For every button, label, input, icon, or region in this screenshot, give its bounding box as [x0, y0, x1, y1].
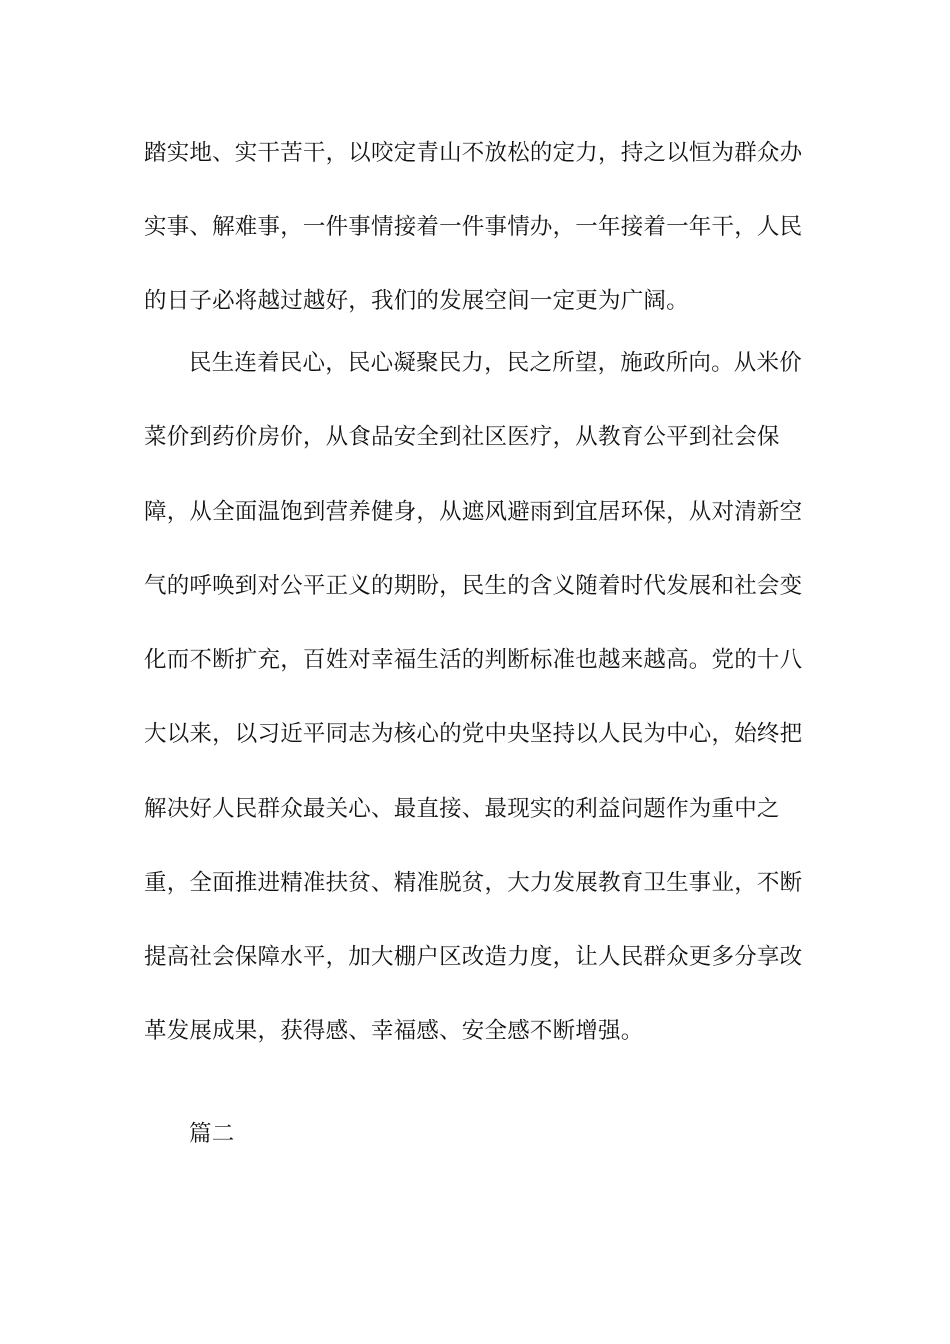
paragraph-line: 障，从全面温饱到营养健身，从遮风避雨到宜居环保，从对清新空: [144, 499, 803, 525]
paragraph-line: 的日子必将越过越好，我们的发展空间一定更为广阔。: [144, 288, 689, 314]
paragraph-line: 化而不断扩充，百姓对幸福生活的判断标准也越来越高。党的十八: [144, 647, 803, 673]
section-heading: 篇二: [189, 1121, 235, 1147]
paragraph-line: 实事、解难事，一件事情接着一件事情办，一年接着一年干，人民: [144, 214, 803, 240]
paragraph-line: 大以来，以习近平同志为核心的党中央坚持以人民为中心，始终把: [144, 721, 803, 747]
paragraph-line: 踏实地、实干苦干，以咬定青山不放松的定力，持之以恒为群众办: [144, 140, 803, 166]
paragraph-first-line: 民生连着民心，民心凝聚民力，民之所望，施政所向。从米价: [189, 350, 802, 376]
paragraph-line: 重，全面推进精准扶贫、精准脱贫，大力发展教育卫生事业，不断: [144, 870, 803, 896]
paragraph-line: 提高社会保障水平，加大棚户区改造力度，让人民群众更多分享改: [144, 944, 803, 970]
paragraph-line: 气的呼唤到对公平正义的期盼，民生的含义随着时代发展和社会变: [144, 573, 803, 599]
paragraph-line: 解决好人民群众最关心、最直接、最现实的利益问题作为重中之: [144, 796, 780, 822]
paragraph-line: 菜价到药价房价，从食品安全到社区医疗，从教育公平到社会保: [144, 424, 780, 450]
paragraph-line: 革发展成果，获得感、幸福感、安全感不断增强。: [144, 1018, 644, 1044]
